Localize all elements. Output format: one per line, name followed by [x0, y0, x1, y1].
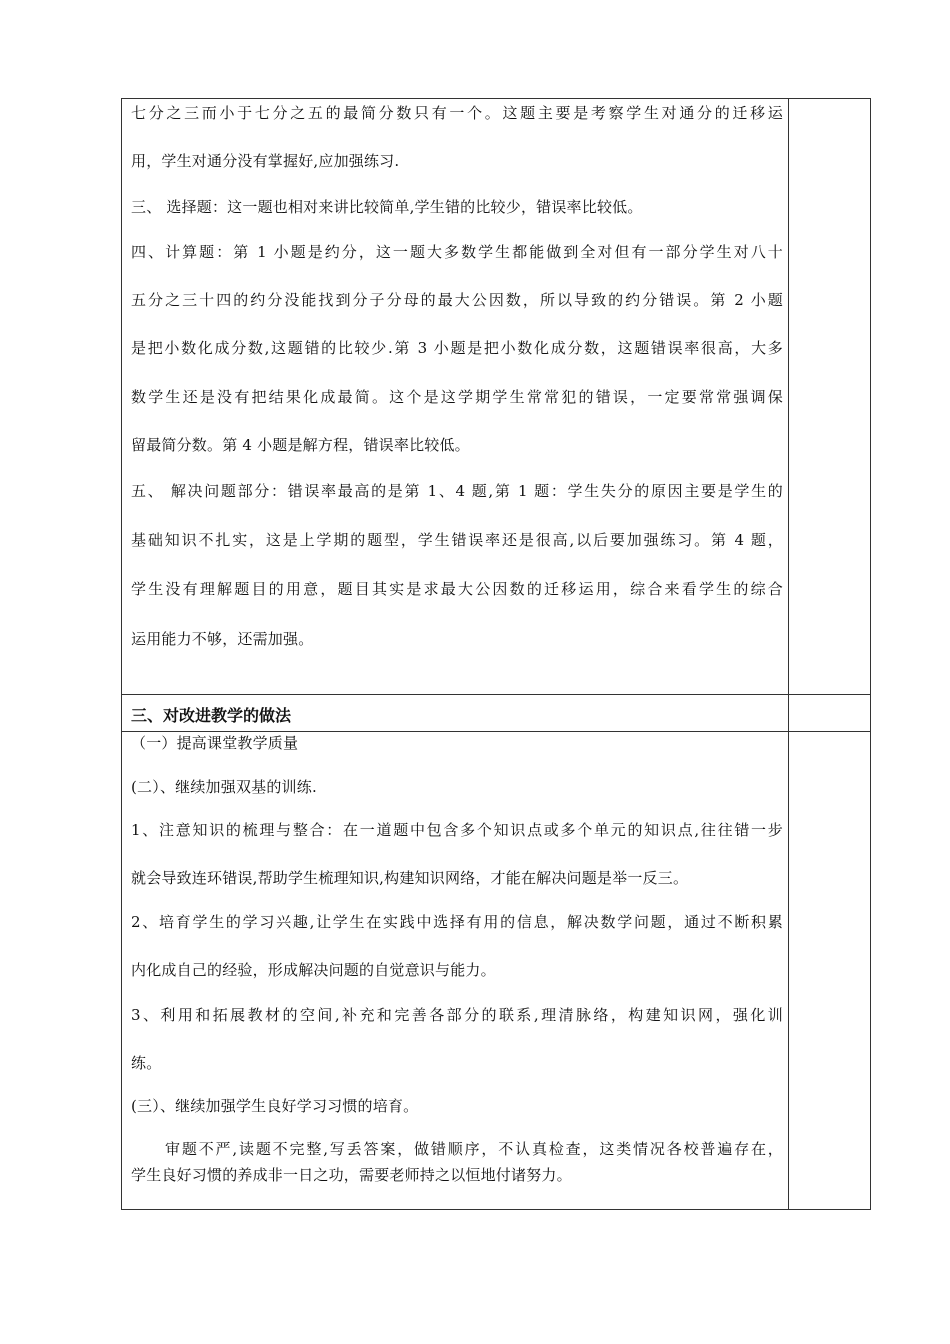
analysis-line: 用，学生对通分没有掌握好,应加强练习. [131, 152, 400, 170]
improvement-line: 2、培育学生的学习兴趣,让学生在实践中选择有用的信息，解决数学问题，通过不断积累 [131, 913, 783, 931]
improvement-line: 就会导致连环错误,帮助学生梳理知识,构建知识网络，才能在解决问题是举一反三。 [131, 869, 689, 887]
analysis-line: 留最简分数。第 4 小题是解方程，错误率比较低。 [131, 436, 470, 454]
analysis-line: 数学生还是没有把结果化成最简。这个是这学期学生常常犯的错误，一定要常常强调保 [131, 388, 783, 406]
analysis-line: 四、计算题：第 1 小题是约分，这一题大多数学生都能做到全对但有一部分学生对八十 [131, 243, 783, 261]
row-divider-1 [122, 694, 870, 695]
column-divider [788, 99, 789, 1209]
analysis-line: 三、 选择题：这一题也相对来讲比较简单,学生错的比较少，错误率比较低。 [131, 198, 643, 216]
row-divider-2 [122, 731, 870, 732]
analysis-line: 七分之三而小于七分之五的最简分数只有一个。这题主要是考察学生对通分的迁移运 [131, 104, 783, 122]
evaluation-table [121, 98, 871, 1210]
analysis-line: 是把小数化成分数,这题错的比较少.第 3 小题是把小数化成分数，这题错误率很高，大多 [131, 339, 783, 357]
improvement-line: 审题不严,读题不完整,写丢答案，做错顺序，不认真检查，这类情况各校普遍存在， [165, 1140, 783, 1158]
analysis-line: 基础知识不扎实，这是上学期的题型，学生错误率还是很高,以后要加强练习。第 4 题， [131, 531, 783, 549]
improvement-line: （一）提高课堂教学质量 [131, 734, 299, 752]
improvement-line: (二）、继续加强双基的训练. [131, 778, 317, 796]
analysis-line: 五、 解决问题部分：错误率最高的是第 1、4 题,第 1 题：学生失分的原因主要是学生的 [131, 482, 783, 500]
improvement-line: 学生良好习惯的养成非一日之功，需要老师持之以恒地付诸努力。 [131, 1166, 572, 1184]
analysis-line: 学生没有理解题目的用意，题目其实是求最大公因数的迁移运用，综合来看学生的综合 [131, 580, 783, 598]
analysis-line: 五分之三十四的约分没能找到分子分母的最大公因数，所以导致的约分错误。第 2 小题 [131, 291, 783, 309]
improvement-line: 内化成自己的经验，形成解决问题的自觉意识与能力。 [131, 961, 496, 979]
improvement-line: 练。 [131, 1054, 162, 1072]
improvement-line: (三）、继续加强学生良好学习习惯的培育。 [131, 1097, 419, 1115]
section-heading: 三、对改进教学的做法 [131, 706, 292, 725]
improvement-line: 1、注意知识的梳理与整合：在一道题中包含多个知识点或多个单元的知识点,往往错一步 [131, 821, 783, 839]
improvement-line: 3、利用和拓展教材的空间,补充和完善各部分的联系,理清脉络，构建知识网，强化训 [131, 1006, 783, 1024]
analysis-line: 运用能力不够，还需加强。 [131, 630, 314, 648]
